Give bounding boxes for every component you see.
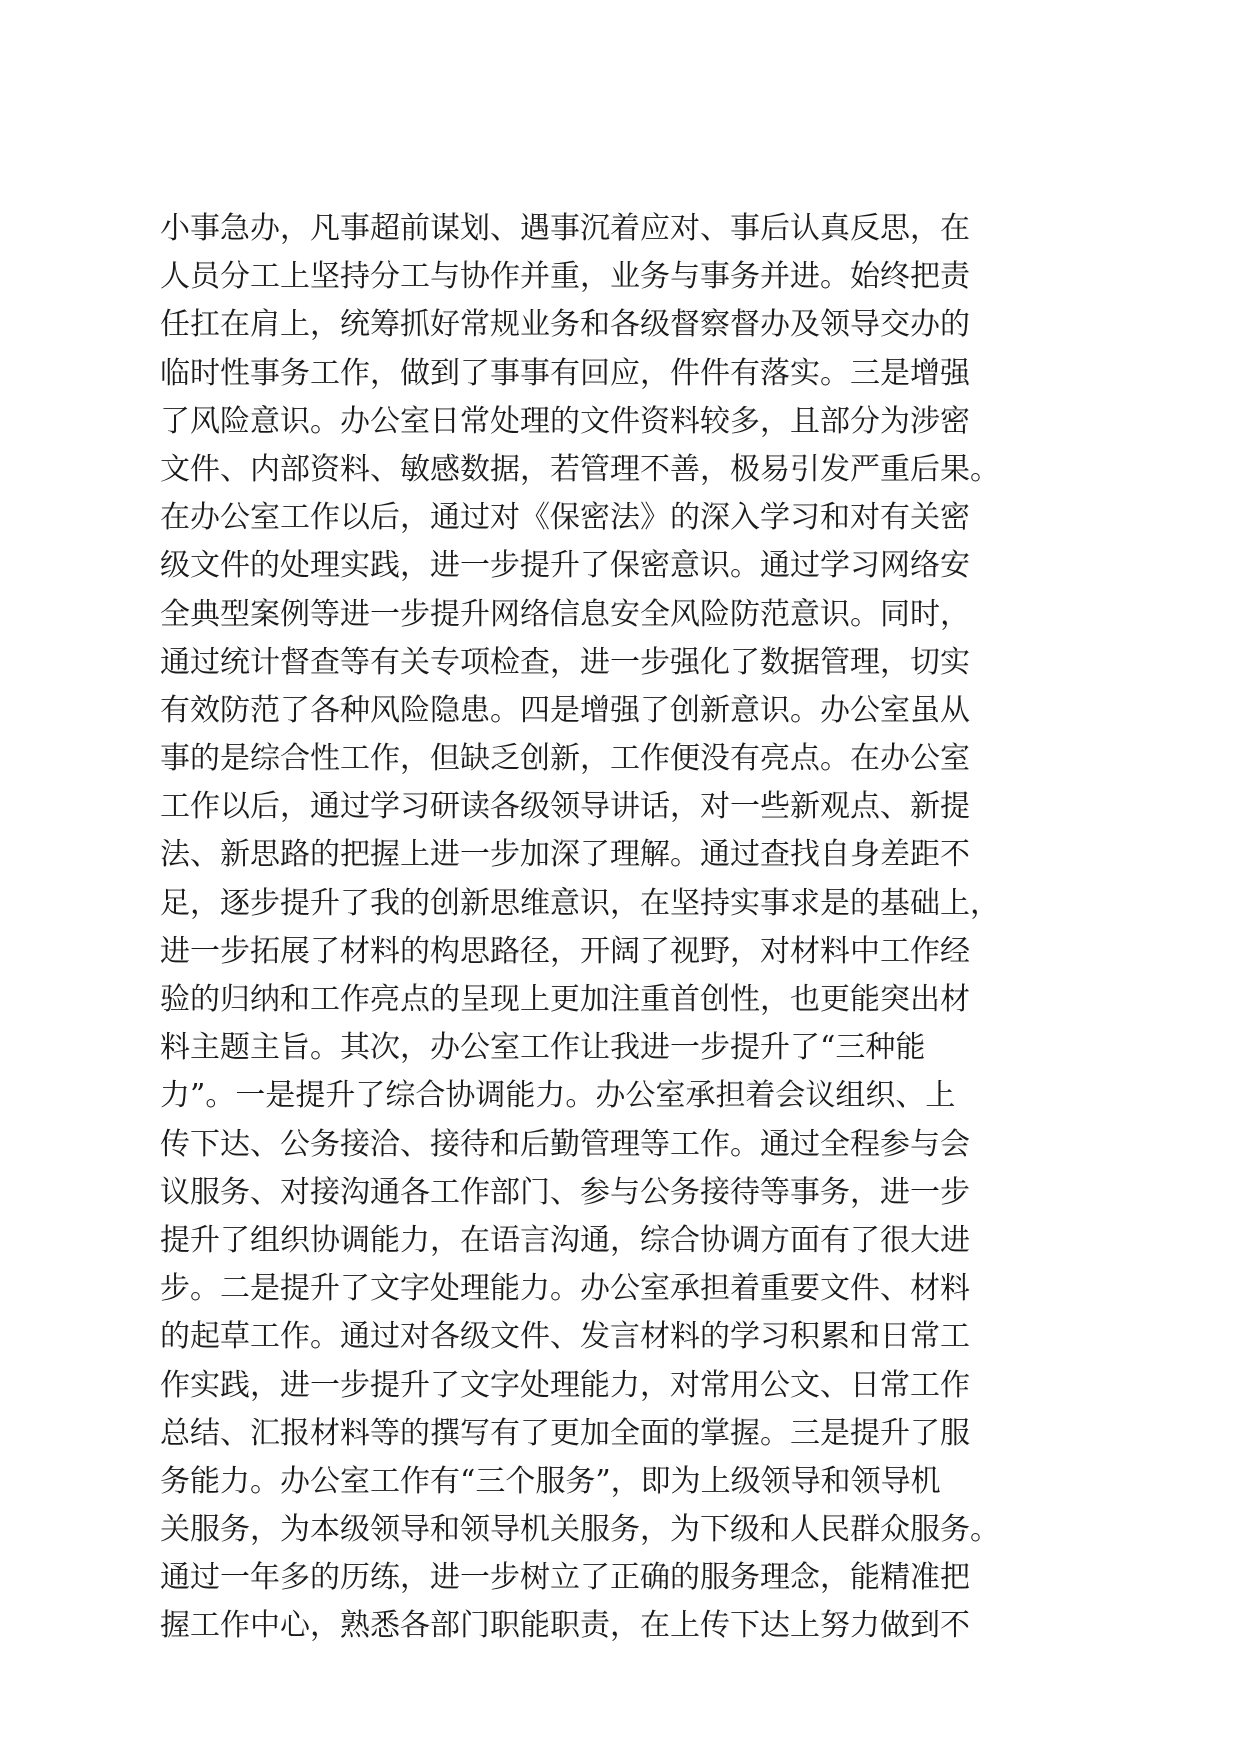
text-line: 作实践，进一步提升了文字处理能力，对常用公文、日常工作 [160, 1367, 970, 1403]
text-line: 了风险意识。办公室日常处理的文件资料较多，且部分为涉密 [160, 403, 970, 439]
text-line: 提升了组织协调能力，在语言沟通，综合协调方面有了很大进 [160, 1222, 970, 1258]
text-line: 通过一年多的历练，进一步树立了正确的服务理念，能精准把 [160, 1560, 970, 1596]
text-line: 议服务、对接沟通各工作部门、参与公务接待等事务，进一步 [160, 1174, 970, 1210]
text-line: 小事急办，凡事超前谋划、遇事沉着应对、事后认真反思，在 [160, 211, 970, 246]
text-line: 级文件的处理实践，进一步提升了保密意识。通过学习网络安 [160, 548, 970, 584]
text-line: 人员分工上坚持分工与协作并重，业务与事务并进。始终把责 [160, 259, 970, 295]
text-line: 传下达、公务接洽、接待和后勤管理等工作。通过全程参与会 [160, 1126, 970, 1162]
text-line: 关服务，为本级领导和领导机关服务，为下级和人民群众服务。 [160, 1512, 1000, 1548]
text-line: 步。二是提升了文字处理能力。办公室承担着重要文件、材料 [160, 1271, 970, 1307]
text-line: 临时性事务工作，做到了事事有回应，件件有落实。三是增强 [160, 355, 970, 391]
text-line: 在办公室工作以后，通过对《保密法》的深入学习和对有关密 [160, 500, 970, 536]
text-line: 工作以后，通过学习研读各级领导讲话，对一些新观点、新提 [160, 789, 970, 825]
text-line: 足，逐步提升了我的创新思维意识，在坚持实事求是的基础上， [160, 885, 1000, 921]
text-line: 全典型案例等进一步提升网络信息安全风险防范意识。同时， [160, 596, 970, 632]
text-line: 有效防范了各种风险隐患。四是增强了创新意识。办公室虽从 [160, 692, 970, 728]
text-line: 任扛在肩上，统筹抓好常规业务和各级督察督办及领导交办的 [160, 307, 970, 343]
text-line: 力”。一是提升了综合协调能力。办公室承担着会议组织、上 [160, 1078, 956, 1114]
text-line: 验的归纳和工作亮点的呈现上更加注重首创性，也更能突出材 [160, 982, 970, 1017]
text-line: 进一步拓展了材料的构思路径，开阔了视野，对材料中工作经 [160, 933, 970, 969]
text-line: 的起草工作。通过对各级文件、发言材料的学习积累和日常工 [160, 1319, 970, 1355]
text-line: 握工作中心，熟悉各部门职能职责，在上传下达上努力做到不 [160, 1608, 970, 1644]
text-line: 务能力。办公室工作有“三个服务”，即为上级领导和领导机 [160, 1463, 941, 1499]
text-line: 文件、内部资料、敏感数据，若管理不善，极易引发严重后果。 [160, 451, 1000, 487]
text-line: 事的是综合性工作，但缺乏创新，工作便没有亮点。在办公室 [160, 741, 970, 777]
body-paragraph [160, 205, 1090, 1651]
text-line: 料主题主旨。其次，办公室工作让我进一步提升了“三种能 [160, 1030, 926, 1066]
text-line: 总结、汇报材料等的撰写有了更加全面的掌握。三是提升了服 [160, 1415, 970, 1451]
text-line: 通过统计督查等有关专项检查，进一步强化了数据管理，切实 [160, 644, 970, 680]
text-line: 法、新思路的把握上进一步加深了理解。通过查找自身差距不 [160, 837, 970, 873]
